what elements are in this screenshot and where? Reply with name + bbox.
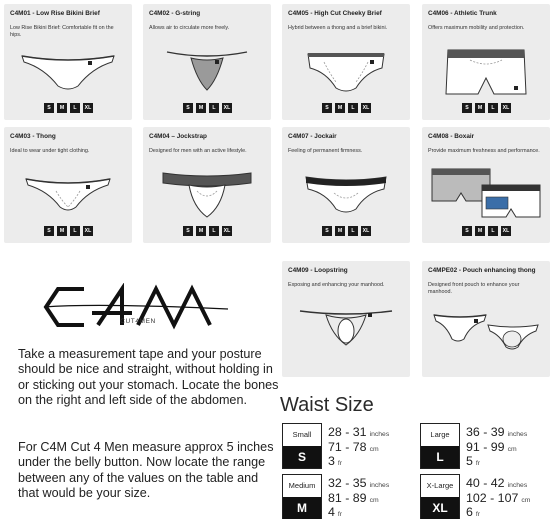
inches-range: 36 - 39: [466, 425, 505, 439]
g-string-illustration: [151, 44, 263, 98]
size-chip: L: [70, 103, 80, 113]
unit-inches: inches: [507, 482, 528, 489]
size-name: Large: [430, 430, 450, 439]
product-code: C4M03 - Thong: [10, 133, 56, 140]
size-chip: S: [462, 226, 472, 236]
size-chip: S: [462, 103, 472, 113]
size-box: [420, 423, 460, 469]
pouch-thong-illustration: [430, 301, 542, 355]
size-list: [183, 103, 232, 113]
waist-size-title: Waist Size: [280, 394, 374, 416]
size-chip: XL: [502, 228, 510, 234]
product-card-c4m04: [143, 127, 271, 243]
size-name: Small: [292, 430, 312, 439]
size-row-medium: [282, 474, 412, 519]
size-list: [183, 226, 232, 236]
product-card-c4m07: [282, 127, 410, 243]
instructions-paragraph-1: Take a measurement tape and your posture should be nice and straight, without holding in or sticking out your stomach. Locate the bones on the right and left side of the abdomen.: [18, 347, 279, 407]
size-list: [44, 103, 93, 113]
size-box: [282, 474, 322, 519]
size-chip: M: [335, 226, 345, 236]
cm-range: 91 - 99: [466, 439, 505, 454]
size-chip: M: [57, 226, 67, 236]
product-description: Low Rise Bikini Brief: Comfortable fit on the hips.: [10, 25, 114, 38]
size-chip: XL: [223, 228, 231, 234]
size-chip: S: [322, 226, 332, 236]
unit-inches: inches: [369, 431, 390, 438]
inches-range: 40 - 42: [466, 476, 505, 490]
jockstrap-illustration: [151, 167, 263, 221]
size-chip: S: [322, 103, 332, 113]
size-values: [328, 425, 389, 469]
product-description: Hybrid between a thong and a brief bikini.: [288, 25, 388, 31]
unit-cm: cm: [507, 445, 517, 453]
size-chip: M: [475, 226, 485, 236]
size-row-x-large: [420, 474, 550, 519]
product-card-c4m01: [4, 4, 132, 120]
product-code: C4M05 - High Cut Cheeky Brief: [288, 10, 382, 17]
size-chip: L: [348, 226, 358, 236]
size-row-small: [282, 423, 412, 473]
size-chip: XL: [84, 228, 92, 234]
size-values: [328, 476, 389, 519]
product-code: C4MPE02 - Pouch enhancing thong: [428, 267, 536, 274]
unit-fr: fr: [337, 511, 343, 518]
size-chip: S: [183, 226, 193, 236]
product-description: Provide maximum freshness and performance.: [428, 148, 540, 154]
size-letter: XL: [421, 497, 459, 519]
unit-cm: cm: [521, 496, 531, 504]
fr-size: 4: [328, 505, 335, 519]
product-code: C4M02 - G-string: [149, 10, 201, 17]
product-code: C4M04 – Jockstrap: [149, 133, 207, 140]
product-card-c4m06: [422, 4, 550, 120]
unit-fr: fr: [337, 460, 343, 467]
inches-range: 28 - 31: [328, 425, 367, 439]
thong-illustration: [12, 167, 124, 221]
cm-range: 81 - 89: [328, 490, 367, 505]
fr-size: 5: [466, 454, 473, 468]
size-chip: M: [196, 103, 206, 113]
product-card-c4m08: [422, 127, 550, 243]
unit-fr: fr: [475, 460, 481, 467]
size-chip: L: [488, 103, 498, 113]
size-chip: S: [44, 226, 54, 236]
size-chip: S: [44, 103, 54, 113]
product-description: Feeling of permanent firmness.: [288, 148, 363, 154]
fr-size: 3: [328, 454, 335, 468]
athletic-trunk-illustration: [430, 44, 542, 98]
product-code: C4M09 - Loopstring: [288, 267, 348, 274]
size-name: Medium: [288, 481, 316, 490]
size-values: [466, 476, 530, 519]
product-code: C4M01 - Low Rise Bikini Brief: [10, 10, 100, 17]
unit-fr: fr: [475, 511, 481, 518]
cm-range: 102 - 107: [466, 490, 519, 505]
size-chip: S: [183, 103, 193, 113]
size-list: [44, 226, 93, 236]
boxair-illustration: [430, 167, 542, 221]
size-chip: M: [57, 103, 67, 113]
unit-cm: cm: [369, 496, 379, 504]
size-chip: M: [196, 226, 206, 236]
size-letter: S: [283, 446, 321, 468]
size-list: [462, 226, 511, 236]
cheeky-brief-illustration: [290, 44, 402, 98]
size-box: [282, 423, 322, 469]
inches-range: 32 - 35: [328, 476, 367, 490]
size-chip: L: [209, 226, 219, 236]
fr-size: 6: [466, 505, 473, 519]
size-letter: L: [421, 446, 459, 468]
size-chip: XL: [362, 228, 370, 234]
logo-subtitle: CUT4MEN: [120, 318, 156, 325]
size-chip: M: [475, 103, 485, 113]
size-box: [420, 474, 460, 519]
size-chip: XL: [362, 105, 370, 111]
size-chip: L: [348, 103, 358, 113]
product-code: C4M08 - Boxair: [428, 133, 475, 140]
size-chip: L: [209, 103, 219, 113]
size-chip: XL: [223, 105, 231, 111]
jockair-illustration: [290, 167, 402, 221]
product-description: Ideal to wear under tight clothing.: [10, 148, 90, 154]
product-description: Allows air to circulate more freely.: [149, 25, 230, 31]
product-card-c4m05: [282, 4, 410, 120]
size-chip: L: [488, 226, 498, 236]
size-values: [466, 425, 527, 469]
unit-inches: inches: [507, 431, 528, 438]
product-description: Offers maximum mobility and protection.: [428, 25, 525, 31]
size-name: X-Large: [426, 481, 454, 490]
size-list: [322, 226, 371, 236]
product-description: Designed for men with an active lifestyle.: [149, 148, 247, 154]
product-card-c4m09: [282, 261, 410, 377]
product-code: C4M07 - Jockair: [288, 133, 337, 140]
product-description: Exposing and enhancing your manhood.: [288, 282, 385, 288]
loopstring-illustration: [290, 301, 402, 355]
size-chip: XL: [502, 105, 510, 111]
bikini-brief-illustration: [12, 44, 124, 98]
cm-range: 71 - 78: [328, 439, 367, 454]
product-card-c4m03: [4, 127, 132, 243]
unit-cm: cm: [369, 445, 379, 453]
size-list: [322, 103, 371, 113]
product-description: Designed front pouch to enhance your manhood.: [428, 282, 520, 295]
size-letter: M: [283, 497, 321, 519]
unit-inches: inches: [369, 482, 390, 489]
product-card-c4m02: [143, 4, 271, 120]
size-chip: L: [70, 226, 80, 236]
size-chip: M: [335, 103, 345, 113]
size-list: [462, 103, 511, 113]
size-row-large: [420, 423, 550, 473]
size-chip: XL: [84, 105, 92, 111]
instructions-paragraph-2: For C4M Cut 4 Men measure approx 5 inches under the belly button. Now locate the range between any of the values on the table and that would be your size.: [18, 440, 274, 500]
product-code: C4M06 - Athletic Trunk: [428, 10, 497, 17]
product-card-c4mpe02: [422, 261, 550, 377]
